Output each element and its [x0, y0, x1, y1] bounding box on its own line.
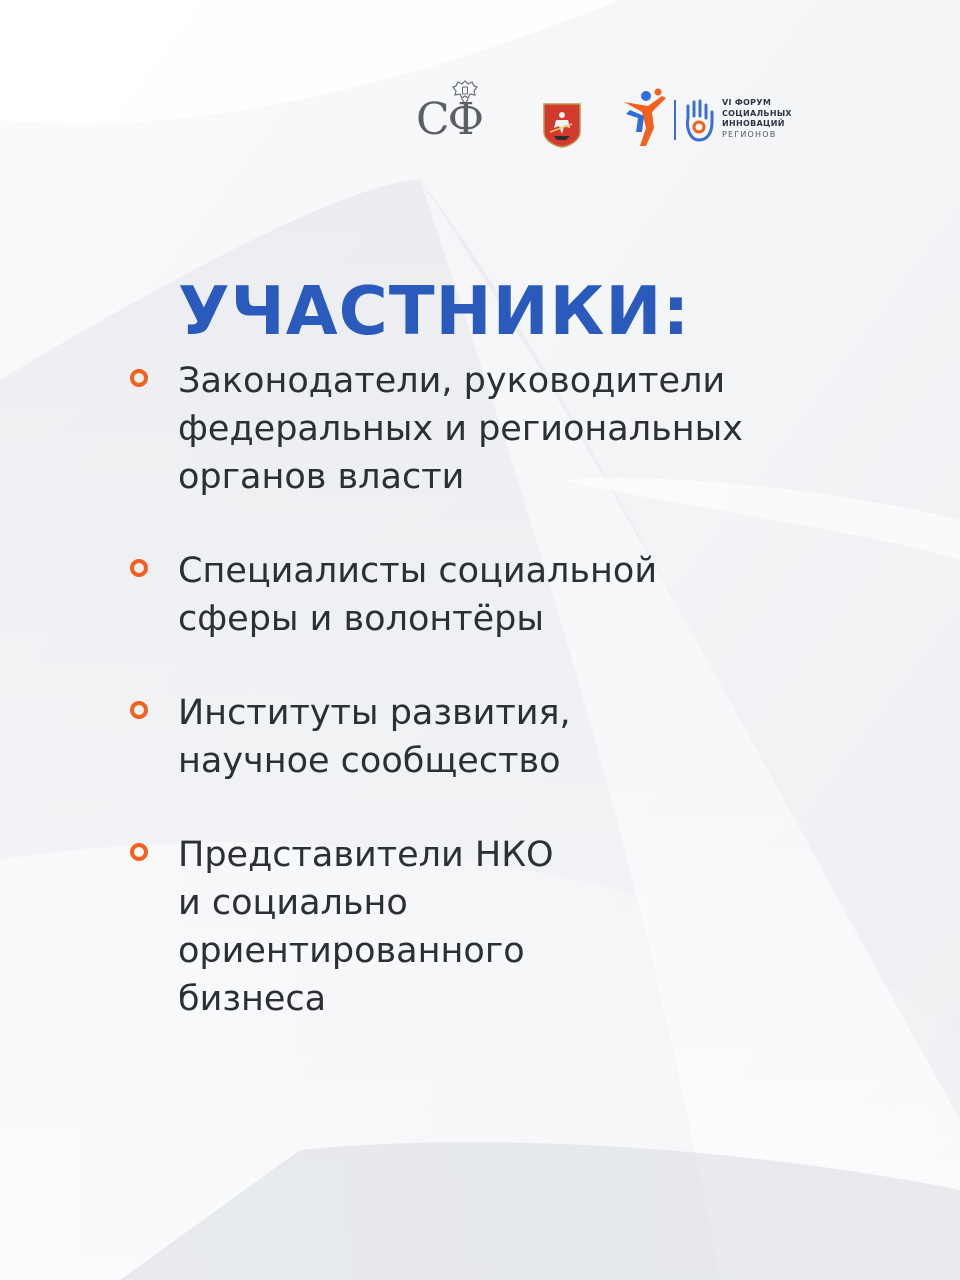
ring-bullet-icon [130, 369, 148, 387]
list-item-text: Специалисты социальной сферы и волонтёры [178, 551, 658, 639]
list-item-text: Представители НКО и социально ориентированного бизнеса [178, 835, 554, 1019]
partner-logos [410, 78, 810, 158]
forum-logo-text [722, 98, 832, 140]
list-item-text: Институты развития, научное сообщество [178, 693, 571, 781]
list-item [130, 357, 830, 501]
ring-bullet-icon [130, 843, 148, 861]
list-item-text: Законодатели, руководители федеральных и региональных органов власти [178, 361, 743, 497]
hand-icon [682, 98, 716, 142]
list-item [130, 547, 830, 643]
logo-divider [674, 100, 676, 140]
ring-bullet-icon [130, 701, 148, 719]
list-item [130, 831, 830, 1023]
forum-logo-line: VI ФОРУМ [722, 98, 772, 107]
federation-council-logo [416, 78, 502, 150]
forum-logo-subline: РЕГИОНОВ [722, 129, 777, 139]
sf-logo-text: СФ [416, 94, 483, 145]
moscow-coat-of-arms-icon [542, 102, 582, 148]
forum-logo-line: СОЦИАЛЬНЫХ [722, 108, 792, 118]
people-figure-icon [622, 88, 668, 148]
forum-logo-line: ИННОВАЦИЙ [722, 119, 785, 128]
list-item [130, 689, 830, 785]
page-title: УЧАСТНИКИ: [178, 271, 691, 350]
participants-list [130, 357, 830, 1069]
ring-bullet-icon [130, 559, 148, 577]
